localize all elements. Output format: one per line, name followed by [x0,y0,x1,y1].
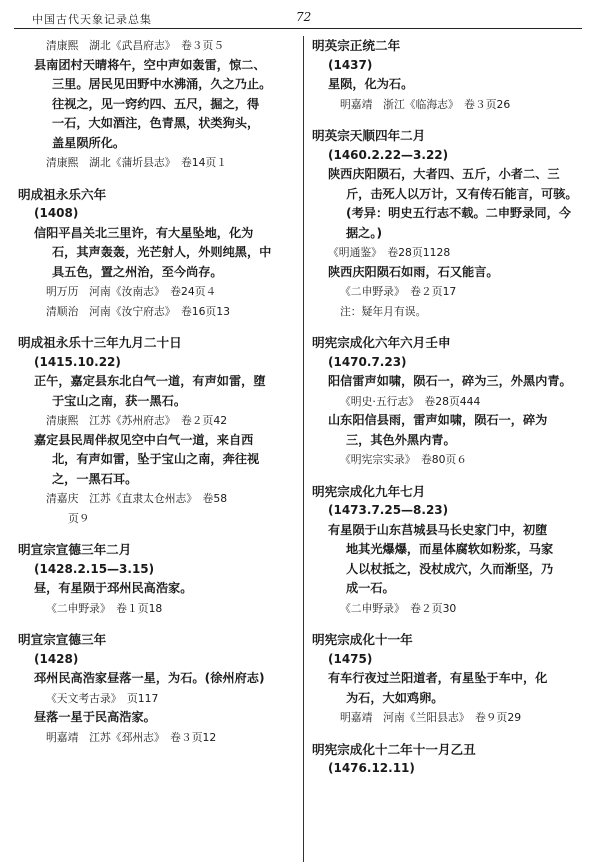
record-text: 陕西庆阳陨石，大者四、五斤，小者二、三 [328,167,560,181]
record-heading: 明成祖永乐六年 [18,186,107,202]
record-text-continued: 一石，大如酒注，色青黑，状类狗头， [52,116,260,130]
source-citation: 清嘉庆 江苏《直隶太仓州志》 卷58 [46,492,228,505]
record-heading: 明英宗正统二年 [312,38,401,53]
record-date: (1415.10.22) [34,354,121,369]
record-text-continued: 盖星陨所化。 [52,135,126,150]
record-text-continued: 为石，大如鸡卵。 [346,690,444,705]
record-text-continued: 往视之，见一窍约四、五尺，掘之，得 [52,96,260,111]
record-text-continued: (考异：明史五行志不载。二申野录同，今 [346,206,571,220]
record-heading: 明宪宗成化十一年 [312,632,413,647]
record-text: 县南团村天晴将午，空中声如轰雷，惊二、 [34,57,266,72]
page-number: 72 [296,10,312,24]
record-date: (1470.7.23) [328,354,407,369]
source-citation-continued: 页９ [68,511,90,525]
record-text: 阳信雷声如啸，陨石一，碎为三，外黑内青。 [328,374,572,388]
source-citation: 明万历 河南《汝南志》 卷24页４ [46,285,217,298]
record-text: 有星陨于山东莒城县马长史家门中，初堕 [328,522,548,537]
entry-spacer [16,173,296,185]
entry-spacer [310,470,586,482]
record-text: 邳州民高浩家昼落一星，为石。(徐州府志) [34,671,265,685]
record-text: 星陨，化为石。 [328,77,414,91]
entry-spacer [310,321,586,333]
record-text-continued: 地其光爆爆，而星体腐软如粉浆，马家 [346,542,554,556]
source-citation: 清康熙 湖北《蒲圻县志》 卷14页１ [46,156,228,169]
entry-spacer [310,728,586,740]
entry-spacer [310,618,586,630]
record-text: 信阳平昌关北三里许，有大星坠地，化为 [34,225,254,240]
record-text: 嘉定县民周伴叔见空中白气一道，来自西 [34,432,254,447]
record-date: (1460.2.22—3.22) [328,147,449,162]
record-text-continued: 三，其色外黑内青。 [346,432,456,447]
source-citation: 清康熙 江苏《苏州府志》 卷２页42 [46,414,228,427]
source-citation: 《明通鉴》 卷28页1128 [328,246,451,259]
record-text-continued: 北，有声如雷，坠于宝山之南，奔往视 [52,452,260,466]
record-text-continued: 斤，击死人以万计，又有传石能言，可骇。 [346,186,578,201]
source-citation: 明嘉靖 河南《兰阳县志》 卷９页29 [340,711,522,724]
record-heading: 明宪宗成化十二年十一月乙丑 [312,741,476,757]
record-text-continued: 之，一黑石耳。 [52,471,138,486]
source-citation: 《天文考古录》 页117 [46,691,159,705]
record-text-continued: 具五色，置之州治，至今尚存。 [52,264,223,279]
record-heading: 明宣宗宣德三年二月 [18,542,132,557]
record-text: 有车行夜过兰阳道者，有星坠于车中，化 [328,671,548,685]
record-text: 陕西庆阳陨石如雨，石又能言。 [328,264,499,279]
source-citation: 清顺治 河南《汝宁府志》 卷16页13 [46,304,231,318]
source-citation: 《二申野录》 卷２页17 [340,285,457,298]
source-citation: 《二申野录》 卷１页18 [46,601,163,615]
book-title: 中国古代天象记录总集 [32,13,152,26]
record-date: (1473.7.25—8.23) [328,503,449,517]
page-header [14,10,582,29]
right-column [310,36,586,779]
entry-spacer [310,114,586,126]
source-citation: 清康熙 湖北《武昌府志》 卷３页５ [46,39,225,52]
entry-spacer [16,528,296,540]
record-text-continued: 成一石。 [346,581,395,595]
record-text-continued: 三里。居民见田野中水沸涌，久之乃止。 [52,77,272,91]
record-heading: 明英宗天顺四年二月 [312,128,426,143]
record-text: 山东阳信县雨，雷声如啸，陨石一，碎为 [328,413,548,427]
record-text-continued: 据之。) [346,225,383,240]
record-text-continued: 石，其声轰轰，光芒射人，外则纯黑，中 [52,245,272,259]
left-column [16,36,296,747]
entry-spacer [16,321,296,333]
record-heading: 明宪宗成化六年六月壬申 [312,335,451,350]
source-citation: 明嘉靖 浙江《临海志》 卷３页26 [340,97,511,111]
record-heading: 明宣宗宣德三年 [18,632,107,647]
record-date: (1476.12.11) [328,761,415,775]
record-date: (1428.2.15—3.15) [34,561,155,576]
column-divider [303,36,304,862]
record-date: (1428) [34,651,79,666]
record-date: (1475) [328,651,373,666]
record-date: (1408) [34,206,79,220]
record-text: 昼，有星陨于邳州民高浩家。 [34,581,193,595]
source-citation: 《明史·五行志》 卷28页444 [340,394,481,408]
record-date: (1437) [328,57,373,72]
record-heading: 明宪宗成化九年七月 [312,483,426,499]
source-citation: 明嘉靖 江苏《邳州志》 卷３页12 [46,730,217,744]
source-citation: 《明宪宗实录》 卷80页６ [340,453,468,466]
record-text-continued: 于宝山之南，获一黑石。 [52,393,187,408]
record-heading: 明成祖永乐十三年九月二十日 [18,335,182,350]
record-text: 正午，嘉定县东北白气一道，有声如雷，堕 [34,374,266,388]
record-text-continued: 人以杖抵之，没杖成穴，久而渐坚，乃 [346,561,554,576]
record-text: 昼落一星于民高浩家。 [34,710,156,724]
source-citation: 注：疑年月有误。 [340,304,427,318]
source-citation: 《二申野录》 卷２页30 [340,601,457,615]
entry-spacer [16,618,296,630]
